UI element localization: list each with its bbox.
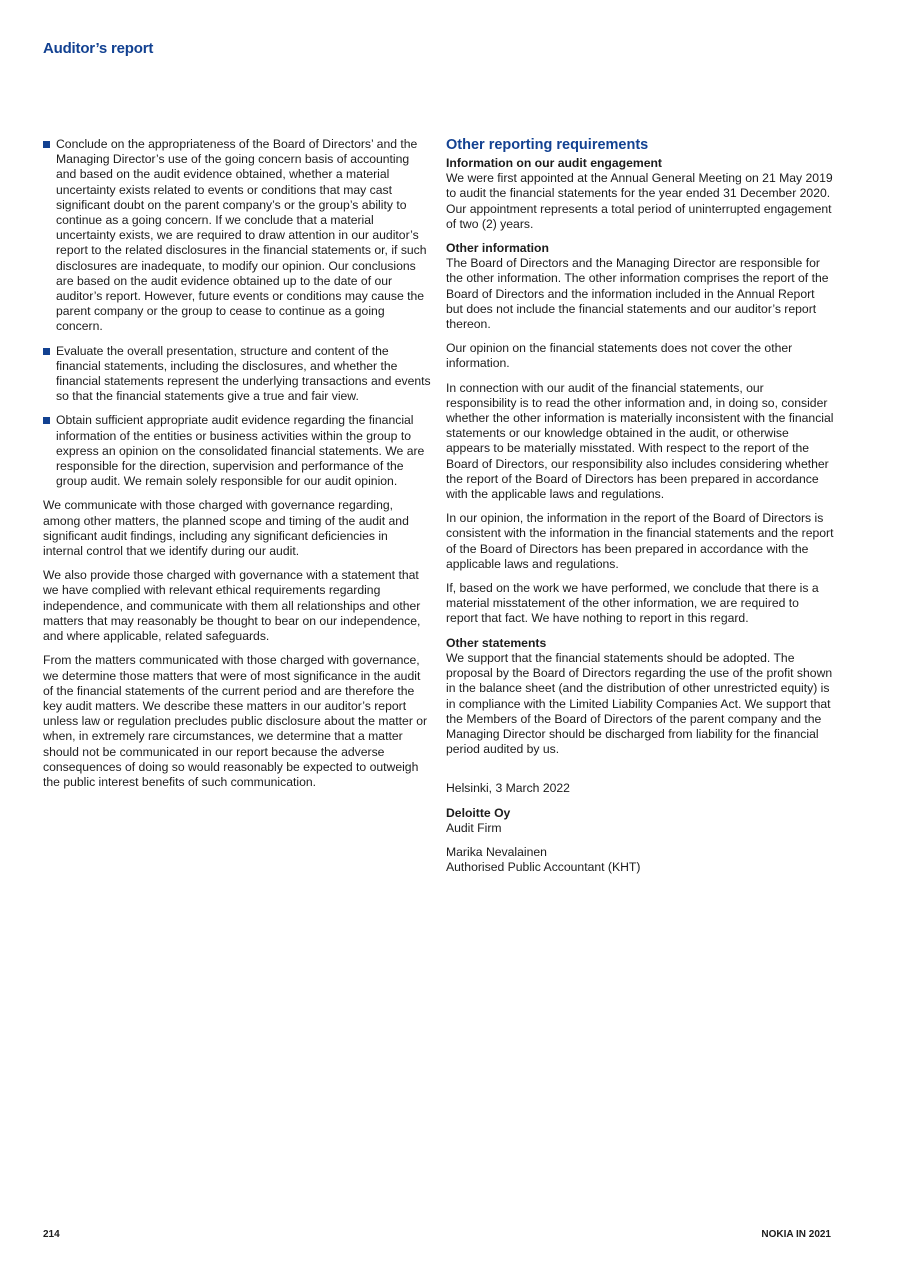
- paragraph-independence: We also provide those charged with governance with a statement that we have complied with relevant ethical requirements regarding independence, and communicate with them all relationships and other matters that may reasonably be thought to bear on our independence, and where applicable, related safeguards.: [43, 568, 421, 644]
- list-item: Conclude on the appropriateness of the Board of Directors’ and the Managing Director’s use of the going concern basis of accounting and based on the audit evidence obtained, whether a material uncertainty exists related to events or conditions that may cast significant doubt on the parent company’s or the group’s ability to continue as a going concern. If we conclude that a material uncertainty exists, we are required to draw attention in our auditor’s report to the related disclosures in the financial statements or, if such disclosures are inadequate, to modify our opinion. Our conclusions are based on the audit evidence obtained up to the date of our auditor’s report. However, future events or conditions may cause the parent company or the group to cease to continue as a going concern.: [43, 137, 431, 335]
- other-information-title: Other information: [446, 241, 549, 256]
- publication-name: NOKIA IN 2021: [761, 1229, 831, 1240]
- paragraph-key-audit-matters: From the matters communicated with those charged with governance, we determine those matters that were of most significance in the audit of the financial statements of the current period and are therefore the key audit matters. We describe these matters in our auditor’s report unless law or regulation precludes public disclosure about the matter or when, in extremely rare circumstances, we determine that a matter should not be communicated in our report because the adverse consequences of doing so would reasonably be expected to outweigh the public interest benefits of such communication.: [43, 653, 428, 789]
- other-information-paragraph: In connection with our audit of the financial statements, our responsibility is to read the other information and, in doing so, consider whether the other information is materially inconsistent with the financial statements or our knowledge obtained in the audit, or otherwise appears to be materially misstated. With respect to the report of the Board of Directors, our responsibility also includes considering whether the report of the Board of Directors has been prepared in accordance with the applicable laws and regulations.: [446, 380, 834, 502]
- engagement-section: [446, 156, 834, 232]
- engagement-title: Information on our audit engagement: [446, 156, 662, 170]
- section-title: Auditor’s report: [43, 40, 154, 57]
- firm-type: Audit Firm: [446, 820, 502, 835]
- other-information-paragraph: The Board of Directors and the Managing Director are responsible for the other information. The other information comprises the report of the Board of Directors and the information included in the Annual Report but does not include the financial statements and our auditor’s report thereon.: [446, 256, 829, 332]
- paragraph-communication: We communicate with those charged with governance regarding, among other matters, the planned scope and timing of the audit and significant audit findings, including any significant deficiencies in internal control that we identify during our audit.: [43, 498, 409, 559]
- other-statements-title: Other statements: [446, 635, 547, 650]
- other-information-paragraph: Our opinion on the financial statements does not cover the other information.: [446, 341, 793, 371]
- place-date: Helsinki, 3 March 2022: [446, 781, 570, 796]
- page-number: 214: [43, 1229, 60, 1240]
- right-column: [446, 137, 834, 884]
- other-reporting-heading: Other reporting requirements: [446, 137, 649, 153]
- audit-procedures-list: [43, 137, 431, 489]
- other-information-paragraph: If, based on the work we have performed, we conclude that there is a material misstatement of the other information, we are required to report that fact. We have nothing to report in this regard.: [446, 581, 819, 626]
- firm-name: Deloitte Oy: [446, 805, 511, 820]
- signatory-title: Authorised Public Accountant (KHT): [446, 860, 641, 875]
- other-statements-section: [446, 636, 834, 758]
- signatory-name: Marika Nevalainen: [446, 844, 547, 859]
- signatory: [446, 845, 834, 875]
- other-information-paragraph: In our opinion, the information in the report of the Board of Directors is consistent with the information in the financial statements and the report of the Board of Directors has been prepared in accordance with the applicable laws and regulations.: [446, 511, 834, 571]
- list-item: Evaluate the overall presentation, structure and content of the financial statements, including the disclosures, and whether the financial statements represent the underlying transactions and events so that the financial statements give a true and fair view.: [43, 344, 431, 405]
- engagement-text: We were first appointed at the Annual General Meeting on 21 May 2019 to audit the financial statements for the year ended 31 December 2020. Our appointment represents a total period of uninterrupted engagement of two (2) years.: [446, 171, 833, 231]
- audit-firm: [446, 806, 834, 836]
- list-item: Obtain sufficient appropriate audit evidence regarding the financial information of the entities or business activities within the group to express an opinion on the consolidated financial statements. We are responsible for the direction, supervision and performance of the group audit. We remain solely responsible for our audit opinion.: [43, 413, 431, 489]
- left-column: [43, 137, 431, 799]
- other-statements-text: We support that the financial statements should be adopted. The proposal by the Board of Directors regarding the use of the profit shown in the balance sheet (and the distribution of other unrestricted equity) is in compliance with the Limited Liability Companies Act. We support that the Members of the Board of Directors of the parent company and the Managing Director should be discharged from liability for the financial period audited by us.: [446, 650, 833, 757]
